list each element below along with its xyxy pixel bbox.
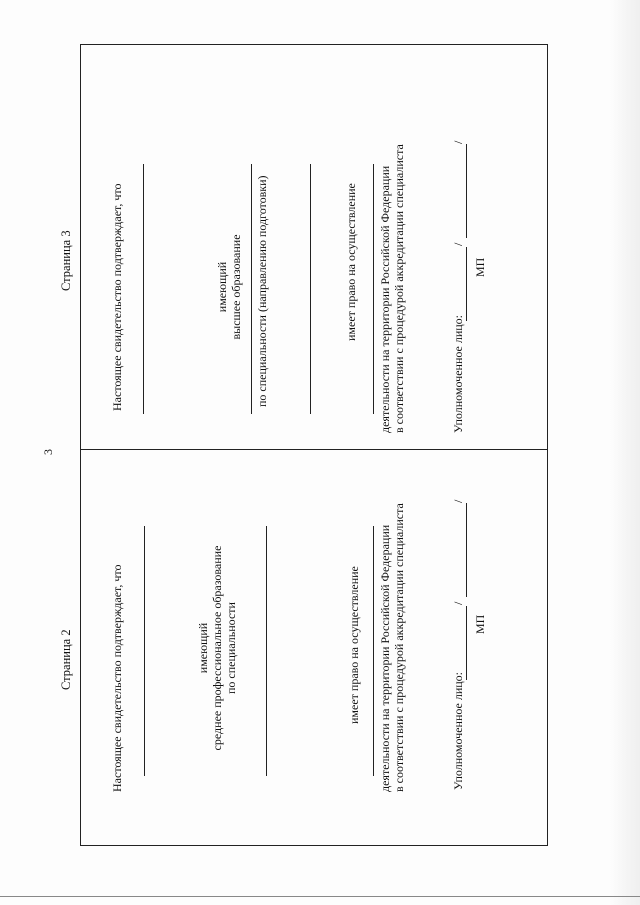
page-3-certify-text: Настоящее свидетельство подтверждает, что (110, 183, 124, 411)
page-2-activity-text: деятельности на территории Российской Федерации (378, 524, 392, 792)
page-2-activity-line (373, 526, 374, 776)
page-2-name-line (144, 526, 145, 776)
page-2-right-text: имеет право на осуществление (347, 566, 361, 724)
page-3-title: Страница 3 (59, 230, 73, 291)
page-2-signature-line (466, 606, 467, 680)
certificate-spread (59, 44, 548, 846)
page-3-accreditation-text: в соответствии с процедурой аккредитации специалиста (392, 144, 406, 433)
page-2-title: Страница 2 (59, 629, 73, 690)
page-2-content (59, 450, 547, 846)
page-2-slash-end: / (451, 499, 465, 503)
page-3-name-decoding-line (466, 144, 467, 238)
page-2-name-decoding-line (466, 503, 467, 597)
page-3-education-line (251, 164, 252, 414)
page-3-specialty-line (310, 164, 311, 414)
page-3-stamp-label: МП (473, 257, 487, 277)
page-3-content (59, 45, 547, 449)
page-2-having-text: имеющий (196, 622, 210, 674)
page-3-right-text: имеет право на осуществление (344, 183, 358, 341)
page-3-education-text: высшее образование (229, 234, 243, 340)
page-3-activity-line (373, 164, 374, 414)
page-2-panel (59, 449, 547, 846)
page-2-specialty-line (266, 526, 267, 776)
page-2-accreditation-text: в соответствии с процедурой аккредитации специалиста (392, 503, 406, 792)
page-3-activity-text: деятельности на территории Российской Федерации (378, 165, 392, 433)
page-3-slash-end: / (451, 140, 465, 144)
page-3-slash: / (451, 242, 465, 246)
page-2-education-text: среднее профессиональное образование (210, 545, 224, 751)
page-3-authorized-label: Уполномоченное лицо: (451, 314, 465, 433)
scan-edge-shadow (610, 0, 640, 905)
page-number: 3 (41, 449, 55, 455)
page-2-slash: / (451, 601, 465, 605)
page-2-authorized-label: Уполномоченное лицо: (451, 671, 465, 790)
page-2-stamp-label: МП (473, 614, 487, 634)
page-3-signature-line (466, 247, 467, 321)
scan-bottom-edge (0, 896, 640, 897)
page-3-having-text: имеющий (215, 261, 229, 313)
page-2-certify-text: Настоящее свидетельство подтверждает, что (110, 564, 124, 792)
page-3-name-line (143, 164, 144, 414)
page-2-specialty-text: по специальности (224, 602, 238, 694)
page-3-specialty-text: по специальности (направлению подготовки) (255, 175, 269, 407)
page-3-panel (59, 45, 547, 449)
